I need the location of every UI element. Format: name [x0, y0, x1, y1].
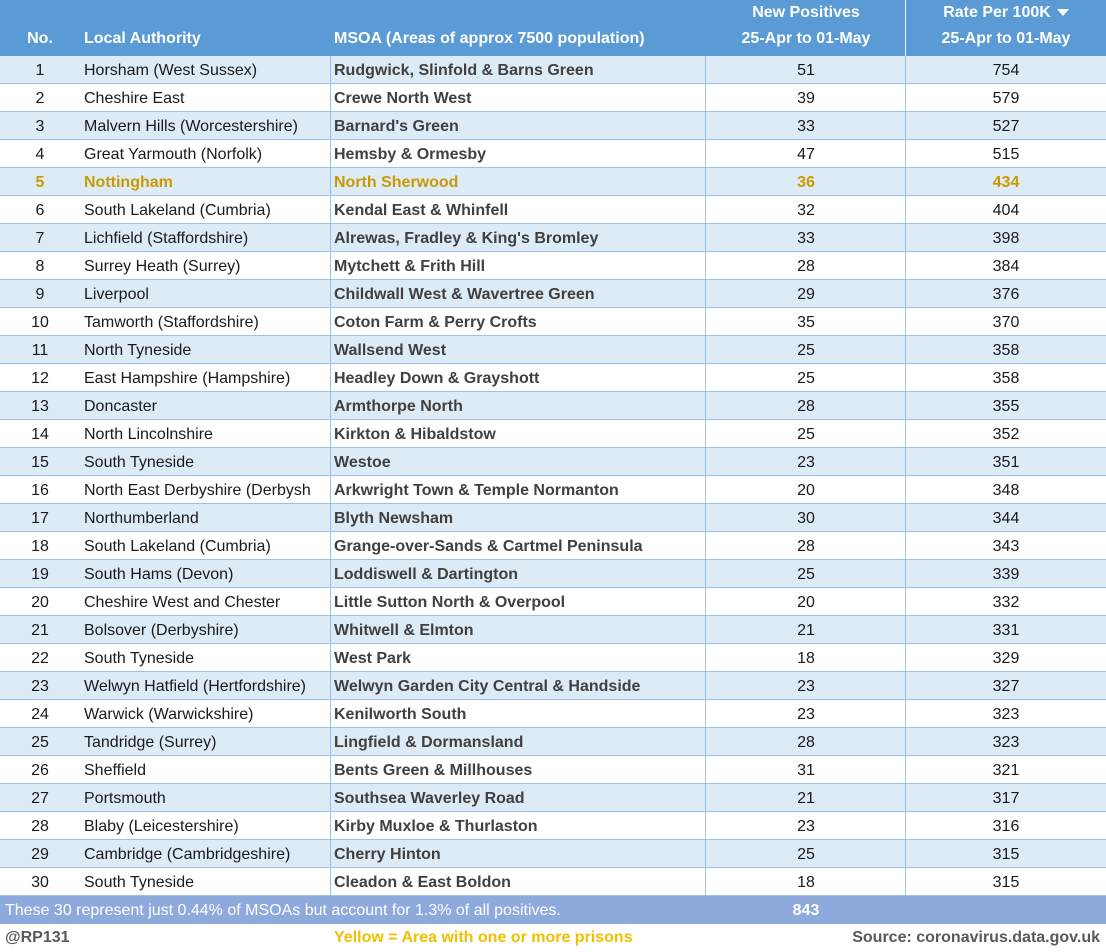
- cell-rate: 398: [992, 230, 1020, 247]
- cell-local-authority: East Hampshire (Hampshire): [84, 370, 291, 387]
- column-divider: [330, 532, 331, 559]
- cell-msoa: Headley Down & Grayshott: [334, 370, 540, 387]
- column-divider: [905, 56, 906, 83]
- cell-no: 22: [31, 650, 49, 667]
- column-divider: [330, 672, 331, 699]
- source-note: Source: coronavirus.data.gov.uk: [852, 929, 1100, 946]
- summary-bar: [0, 896, 1106, 924]
- cell-rate: 343: [992, 538, 1020, 555]
- cell-local-authority: Horsham (West Sussex): [84, 62, 258, 79]
- sort-descending-icon[interactable]: [1057, 9, 1069, 16]
- cell-local-authority: Malvern Hills (Worcestershire): [84, 118, 298, 135]
- column-divider: [705, 672, 706, 699]
- cell-rate: 323: [992, 706, 1020, 723]
- cell-no: 26: [31, 762, 49, 779]
- cell-no: 27: [31, 790, 49, 807]
- column-divider: [330, 812, 331, 839]
- table-row[interactable]: [0, 280, 1106, 308]
- cell-rate: 754: [992, 62, 1020, 79]
- cell-no: 28: [31, 818, 49, 835]
- column-divider: [905, 560, 906, 587]
- cell-local-authority: Great Yarmouth (Norfolk): [84, 146, 263, 163]
- header-rate-period: 25-Apr to 01-May: [941, 30, 1071, 47]
- cell-local-authority: North Tyneside: [84, 342, 192, 359]
- cell-msoa: Armthorpe North: [334, 398, 463, 415]
- column-divider: [330, 196, 331, 223]
- cell-local-authority: Cheshire East: [84, 90, 185, 107]
- column-divider: [330, 560, 331, 587]
- cell-msoa: Hemsby & Ormesby: [334, 146, 487, 163]
- column-divider: [905, 532, 906, 559]
- cell-msoa: Kendal East & Whinfell: [334, 202, 509, 219]
- table-row[interactable]: [0, 252, 1106, 280]
- column-divider: [330, 392, 331, 419]
- cell-rate: 358: [992, 370, 1020, 387]
- cell-new-positives: 28: [797, 398, 815, 415]
- cell-rate: 331: [992, 622, 1020, 639]
- column-divider: [705, 812, 706, 839]
- column-divider: [705, 112, 706, 139]
- table-row[interactable]: [0, 336, 1106, 364]
- column-divider: [705, 308, 706, 335]
- cell-local-authority: Surrey Heath (Surrey): [84, 258, 241, 275]
- cell-no: 15: [31, 454, 49, 471]
- column-divider: [705, 756, 706, 783]
- column-divider: [705, 140, 706, 167]
- cell-new-positives: 21: [797, 622, 815, 639]
- column-divider: [905, 84, 906, 111]
- column-divider: [905, 140, 906, 167]
- cell-rate: 316: [992, 818, 1020, 835]
- table-row[interactable]: [0, 84, 1106, 112]
- header-new-positives-period: 25-Apr to 01-May: [741, 30, 871, 47]
- column-divider: [905, 280, 906, 307]
- column-divider: [905, 812, 906, 839]
- cell-msoa: Kenilworth South: [334, 706, 467, 723]
- cell-no: 11: [31, 342, 49, 359]
- column-divider: [330, 168, 331, 195]
- table-row[interactable]: [0, 672, 1106, 700]
- column-divider: [330, 728, 331, 755]
- cell-rate: 339: [992, 566, 1020, 583]
- cell-msoa: Barnard's Green: [334, 118, 459, 135]
- column-divider: [705, 728, 706, 755]
- column-divider: [330, 756, 331, 783]
- column-divider: [330, 588, 331, 615]
- cell-rate: 515: [992, 146, 1020, 163]
- column-divider: [330, 140, 331, 167]
- table-row[interactable]: [0, 420, 1106, 448]
- table-row[interactable]: [0, 868, 1106, 896]
- cell-local-authority: Cambridge (Cambridgeshire): [84, 846, 291, 863]
- cell-new-positives: 23: [797, 454, 815, 471]
- cell-no: 1: [35, 62, 45, 79]
- cell-new-positives: 28: [797, 734, 815, 751]
- header-msoa[interactable]: MSOA (Areas of approx 7500 population): [334, 30, 645, 47]
- cell-new-positives: 32: [797, 202, 815, 219]
- column-divider: [330, 84, 331, 111]
- column-divider: [705, 56, 706, 83]
- column-divider: [905, 588, 906, 615]
- column-divider: [705, 616, 706, 643]
- column-divider: [705, 840, 706, 867]
- column-divider: [705, 644, 706, 671]
- column-divider: [705, 224, 706, 251]
- cell-msoa: Blyth Newsham: [334, 510, 454, 527]
- cell-no: 19: [31, 566, 49, 583]
- cell-new-positives: 20: [797, 594, 815, 611]
- column-divider: [905, 784, 906, 811]
- column-divider: [330, 644, 331, 671]
- table-row[interactable]: [0, 476, 1106, 504]
- cell-rate: 579: [992, 90, 1020, 107]
- column-divider: [905, 392, 906, 419]
- cell-msoa: Alrewas, Fradley & King's Bromley: [334, 230, 599, 247]
- cell-local-authority: North Lincolnshire: [84, 426, 213, 443]
- cell-new-positives: 23: [797, 706, 815, 723]
- cell-no: 13: [31, 398, 49, 415]
- cell-msoa: Lingfield & Dormansland: [334, 734, 524, 751]
- cell-rate: 329: [992, 650, 1020, 667]
- cell-no: 30: [31, 874, 49, 891]
- cell-rate: 315: [992, 846, 1020, 863]
- cell-new-positives: 25: [797, 342, 815, 359]
- cell-rate: 332: [992, 594, 1020, 611]
- column-divider: [905, 644, 906, 671]
- header-rate-label: Rate Per 100K: [943, 4, 1051, 21]
- cell-local-authority: South Lakeland (Cumbria): [84, 538, 271, 555]
- cell-no: 4: [35, 146, 45, 163]
- table-row[interactable]: [0, 224, 1106, 252]
- cell-no: 6: [35, 202, 45, 219]
- table-row[interactable]: [0, 588, 1106, 616]
- cell-rate: 434: [992, 174, 1020, 191]
- cell-local-authority: Northumberland: [84, 510, 199, 527]
- column-divider: [705, 784, 706, 811]
- table-row[interactable]: [0, 756, 1106, 784]
- table-row[interactable]: [0, 168, 1106, 196]
- column-divider: [905, 504, 906, 531]
- cell-local-authority: South Hams (Devon): [84, 566, 234, 583]
- cell-new-positives: 33: [797, 230, 815, 247]
- cell-new-positives: 30: [797, 510, 815, 527]
- cell-local-authority: South Tyneside: [84, 650, 195, 667]
- cell-new-positives: 47: [797, 146, 815, 163]
- cell-msoa: Crewe North West: [334, 90, 472, 107]
- column-divider: [905, 672, 906, 699]
- cell-new-positives: 33: [797, 118, 815, 135]
- cell-local-authority: Lichfield (Staffordshire): [84, 230, 249, 247]
- table-row[interactable]: [0, 728, 1106, 756]
- column-divider: [330, 308, 331, 335]
- cell-no: 2: [35, 90, 45, 107]
- table-row[interactable]: [0, 812, 1106, 840]
- cell-msoa: Whitwell & Elmton: [334, 622, 474, 639]
- cell-no: 29: [31, 846, 49, 863]
- header-rate[interactable]: [906, 4, 1106, 22]
- column-divider: [905, 112, 906, 139]
- cell-new-positives: 23: [797, 818, 815, 835]
- cell-msoa: Kirby Muxloe & Thurlaston: [334, 818, 538, 835]
- column-divider: [905, 196, 906, 223]
- column-divider: [705, 196, 706, 223]
- column-divider: [705, 504, 706, 531]
- table-row[interactable]: [0, 112, 1106, 140]
- column-divider: [330, 448, 331, 475]
- column-divider: [705, 700, 706, 727]
- column-divider: [705, 168, 706, 195]
- cell-rate: 355: [992, 398, 1020, 415]
- cell-msoa: Little Sutton North & Overpool: [334, 594, 566, 611]
- cell-local-authority: Tandridge (Surrey): [84, 734, 217, 751]
- column-divider: [905, 476, 906, 503]
- column-divider: [705, 588, 706, 615]
- cell-rate: 315: [992, 874, 1020, 891]
- cell-msoa: Mytchett & Frith Hill: [334, 258, 486, 275]
- cell-rate: 344: [992, 510, 1020, 527]
- cell-no: 5: [35, 174, 45, 191]
- cell-rate: 376: [992, 286, 1020, 303]
- cell-msoa: Cherry Hinton: [334, 846, 441, 863]
- column-divider: [705, 364, 706, 391]
- column-divider: [905, 728, 906, 755]
- cell-no: 18: [31, 538, 49, 555]
- header-local-authority[interactable]: Local Authority: [84, 30, 201, 47]
- column-divider: [905, 364, 906, 391]
- cell-no: 10: [31, 314, 49, 331]
- table-row[interactable]: [0, 784, 1106, 812]
- cell-new-positives: 35: [797, 314, 815, 331]
- cell-no: 21: [31, 622, 49, 639]
- cell-new-positives: 25: [797, 846, 815, 863]
- table-row[interactable]: [0, 364, 1106, 392]
- legend-note: Yellow = Area with one or more prisons: [334, 929, 633, 946]
- cell-msoa: Cleadon & East Boldon: [334, 874, 511, 891]
- cell-new-positives: 25: [797, 370, 815, 387]
- cell-local-authority: South Tyneside: [84, 454, 195, 471]
- cell-new-positives: 28: [797, 538, 815, 555]
- cell-msoa: Coton Farm & Perry Crofts: [334, 314, 537, 331]
- header-no[interactable]: No.: [27, 30, 53, 47]
- column-divider: [330, 112, 331, 139]
- cell-new-positives: 21: [797, 790, 815, 807]
- column-divider: [330, 784, 331, 811]
- column-divider: [330, 840, 331, 867]
- cell-rate: 352: [992, 426, 1020, 443]
- cell-rate: 348: [992, 482, 1020, 499]
- cell-no: 25: [31, 734, 49, 751]
- cell-no: 14: [31, 426, 49, 443]
- table-row[interactable]: [0, 644, 1106, 672]
- column-divider: [330, 224, 331, 251]
- table-row[interactable]: [0, 532, 1106, 560]
- cell-no: 7: [35, 230, 45, 247]
- table-row[interactable]: [0, 700, 1106, 728]
- cell-local-authority: Blaby (Leicestershire): [84, 818, 239, 835]
- cell-local-authority: Nottingham: [84, 174, 173, 191]
- column-divider: [905, 224, 906, 251]
- cell-rate: 404: [992, 202, 1020, 219]
- cell-rate: 527: [992, 118, 1020, 135]
- column-divider: [330, 420, 331, 447]
- cell-rate: 321: [992, 762, 1020, 779]
- column-divider: [705, 336, 706, 363]
- summary-total: 843: [792, 902, 820, 919]
- cell-no: 9: [35, 286, 45, 303]
- table-body: [0, 56, 1106, 896]
- cell-new-positives: 39: [797, 90, 815, 107]
- cell-no: 3: [35, 118, 45, 135]
- column-divider: [905, 840, 906, 867]
- column-divider: [905, 616, 906, 643]
- cell-local-authority: South Lakeland (Cumbria): [84, 202, 271, 219]
- table-row[interactable]: [0, 840, 1106, 868]
- cell-rate: 351: [992, 454, 1020, 471]
- cell-new-positives: 18: [797, 874, 815, 891]
- cell-msoa: Westoe: [334, 454, 391, 471]
- cell-msoa: Arkwright Town & Temple Normanton: [334, 482, 619, 499]
- column-divider: [905, 700, 906, 727]
- cell-new-positives: 25: [797, 566, 815, 583]
- cell-no: 17: [31, 510, 49, 527]
- cell-msoa: Welwyn Garden City Central & Handside: [334, 678, 641, 695]
- column-divider: [330, 616, 331, 643]
- cell-local-authority: Warwick (Warwickshire): [84, 706, 254, 723]
- column-divider: [905, 756, 906, 783]
- cell-rate: 358: [992, 342, 1020, 359]
- cell-msoa: North Sherwood: [334, 174, 459, 191]
- cell-local-authority: North East Derbyshire (Derbysh: [84, 482, 311, 499]
- column-divider: [905, 420, 906, 447]
- column-divider: [705, 252, 706, 279]
- cell-rate: 327: [992, 678, 1020, 695]
- cell-local-authority: Cheshire West and Chester: [84, 594, 281, 611]
- table-row[interactable]: [0, 504, 1106, 532]
- column-divider: [705, 392, 706, 419]
- cell-msoa: Kirkton & Hibaldstow: [334, 426, 496, 443]
- cell-local-authority: Tamworth (Staffordshire): [84, 314, 259, 331]
- table-row[interactable]: [0, 308, 1106, 336]
- cell-new-positives: 29: [797, 286, 815, 303]
- author-handle: @RP131: [5, 929, 70, 946]
- cell-no: 16: [31, 482, 49, 499]
- column-divider: [905, 168, 906, 195]
- cell-msoa: Wallsend West: [334, 342, 447, 359]
- column-divider: [330, 56, 331, 83]
- table-row[interactable]: [0, 196, 1106, 224]
- cell-msoa: Loddiswell & Dartington: [334, 566, 518, 583]
- column-divider: [705, 280, 706, 307]
- column-divider: [705, 420, 706, 447]
- table-row[interactable]: [0, 140, 1106, 168]
- column-divider: [705, 868, 706, 895]
- cell-rate: 370: [992, 314, 1020, 331]
- cell-local-authority: Liverpool: [84, 286, 149, 303]
- table-row[interactable]: [0, 392, 1106, 420]
- cell-msoa: Childwall West & Wavertree Green: [334, 286, 595, 303]
- column-divider: [330, 700, 331, 727]
- table-row[interactable]: [0, 616, 1106, 644]
- cell-local-authority: Bolsover (Derbyshire): [84, 622, 239, 639]
- cell-rate: 323: [992, 734, 1020, 751]
- table-row[interactable]: [0, 448, 1106, 476]
- column-divider: [330, 868, 331, 895]
- column-divider: [905, 336, 906, 363]
- column-divider: [905, 868, 906, 895]
- header-new-positives[interactable]: New Positives: [752, 4, 860, 21]
- column-divider: [330, 364, 331, 391]
- cell-new-positives: 23: [797, 678, 815, 695]
- cell-msoa: Grange-over-Sands & Cartmel Peninsula: [334, 538, 643, 555]
- cell-rate: 317: [992, 790, 1020, 807]
- cell-local-authority: Doncaster: [84, 398, 157, 415]
- column-divider: [330, 252, 331, 279]
- cell-no: 12: [31, 370, 49, 387]
- cell-no: 24: [31, 706, 49, 723]
- column-divider: [705, 476, 706, 503]
- cell-new-positives: 28: [797, 258, 815, 275]
- cell-new-positives: 51: [797, 62, 815, 79]
- cell-msoa: Rudgwick, Slinfold & Barns Green: [334, 62, 594, 79]
- cell-local-authority: Portsmouth: [84, 790, 166, 807]
- table-header: [0, 0, 1106, 56]
- column-divider: [705, 532, 706, 559]
- cell-no: 20: [31, 594, 49, 611]
- column-divider: [705, 560, 706, 587]
- column-divider: [705, 448, 706, 475]
- cell-local-authority: Sheffield: [84, 762, 146, 779]
- cell-no: 23: [31, 678, 49, 695]
- cell-msoa: Bents Green & Millhouses: [334, 762, 533, 779]
- cell-new-positives: 18: [797, 650, 815, 667]
- cell-new-positives: 31: [797, 762, 815, 779]
- cell-local-authority: Welwyn Hatfield (Hertfordshire): [84, 678, 306, 695]
- cell-new-positives: 36: [797, 174, 815, 191]
- cell-rate: 384: [992, 258, 1020, 275]
- table-row[interactable]: [0, 560, 1106, 588]
- column-divider: [905, 252, 906, 279]
- cell-local-authority: South Tyneside: [84, 874, 195, 891]
- cell-no: 8: [35, 258, 45, 275]
- column-divider: [705, 84, 706, 111]
- column-divider: [330, 336, 331, 363]
- column-divider: [905, 308, 906, 335]
- column-divider: [330, 504, 331, 531]
- column-divider: [330, 280, 331, 307]
- column-divider: [905, 448, 906, 475]
- column-divider: [330, 476, 331, 503]
- cell-new-positives: 20: [797, 482, 815, 499]
- summary-text: These 30 represent just 0.44% of MSOAs but account for 1.3% of all positives.: [5, 902, 561, 919]
- cell-msoa: West Park: [334, 650, 412, 667]
- table-row[interactable]: [0, 56, 1106, 84]
- cell-msoa: Southsea Waverley Road: [334, 790, 525, 807]
- cell-new-positives: 25: [797, 426, 815, 443]
- footer: [0, 924, 1106, 951]
